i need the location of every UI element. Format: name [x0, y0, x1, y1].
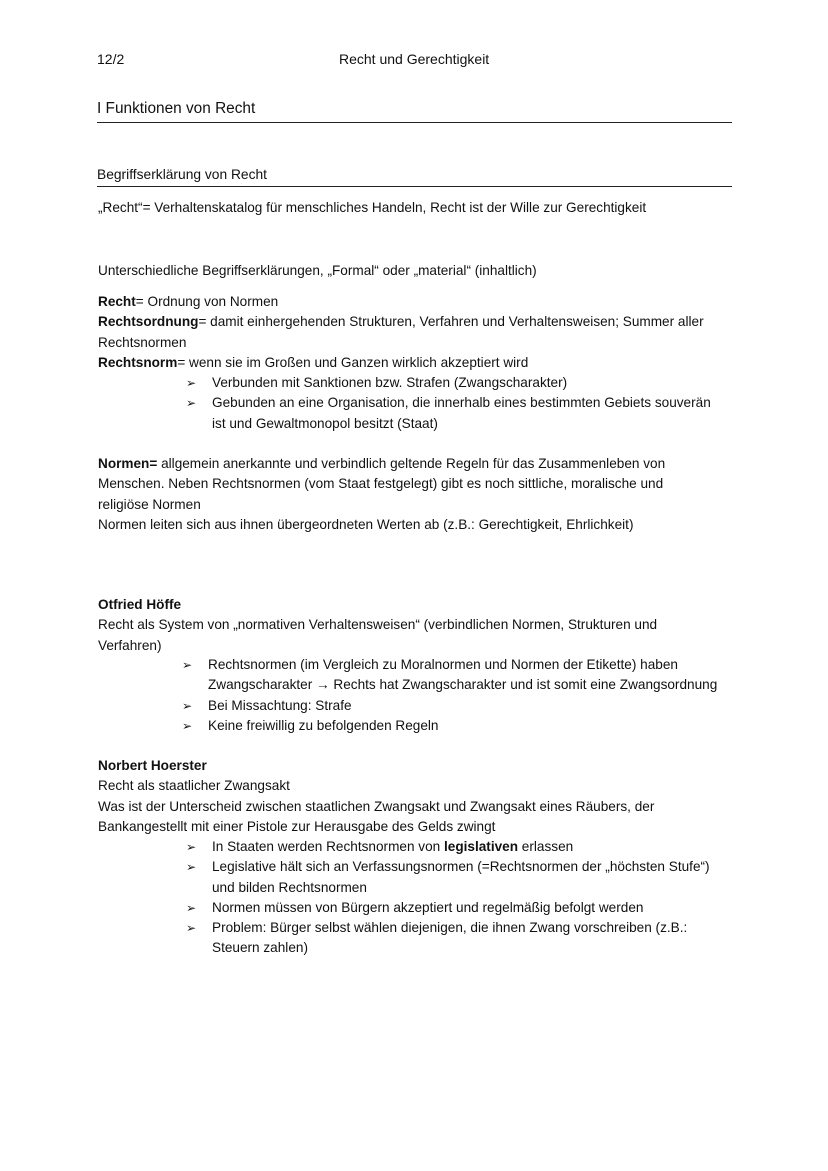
- bullet-text: Normen müssen von Bürgern akzeptiert und regelmäßig befolgt werden: [212, 899, 644, 915]
- section-title: I Funktionen von Recht: [97, 100, 256, 117]
- hoerster-section: [98, 756, 738, 837]
- hoeffe-line: Recht als System von „normativen Verhaltensweisen“ (verbindlichen Normen, Strukturen und: [98, 617, 658, 633]
- term-rechtsnorm-definition: = wenn sie im Großen und Ganzen wirklich akzeptiert wird: [177, 354, 529, 370]
- terms-paragraph: [98, 292, 738, 373]
- document-title: Recht und Gerechtigkeit: [339, 51, 490, 67]
- hoerster-line: Was ist der Unterscheid zwischen staatlichen Zwangsakt und Zwangsakt eines Räubers, der: [98, 798, 655, 814]
- hoerster-heading: [98, 756, 738, 776]
- bullet-text: Legislative hält sich an Verfassungsnormen (=Rechtsnormen der „höchsten Stufe“): [212, 859, 710, 875]
- page-number: 12/2: [97, 51, 125, 67]
- normen-paragraph: [98, 454, 738, 535]
- bullet-text-cont: Zwangscharakter → Rechts hat Zwangscharakter und ist somit eine Zwangsordnung: [208, 677, 718, 693]
- bullet-text: Problem: Bürger selbst wählen diejenigen, die ihnen Zwang vorschreiben (z.B.:: [212, 920, 688, 936]
- normen-term: Normen=: [98, 456, 158, 471]
- arrowhead-bullet-icon: ➢: [186, 376, 197, 390]
- term-rechtsordnung: [98, 312, 738, 332]
- bullet-item: [186, 898, 746, 918]
- bullet-text-cont: und bilden Rechtsnormen: [212, 879, 367, 895]
- term-recht: [98, 292, 738, 312]
- definition-line: „Recht“= Verhaltenskatalog für menschliches Handeln, Recht ist der Wille zur Gerechtigkeit: [98, 200, 647, 215]
- hoerster-line: Bankangestellt mit einer Pistole zur Herausgabe des Gelds zwingt: [98, 818, 496, 834]
- term-recht-definition: = Ordnung von Normen: [135, 294, 279, 309]
- bullet-item: [186, 857, 746, 898]
- bullet-text-cont: Steuern zahlen): [212, 940, 308, 956]
- types-intro-text: Unterschiedliche Begriffserklärungen, „Formal“ oder „material“ (inhaltlich): [98, 263, 537, 278]
- normen-line: [98, 454, 738, 474]
- bullet-item: [182, 716, 742, 736]
- term-rechtsordnung-definition: = damit einhergehenden Strukturen, Verfahren und Verhaltensweisen; Summer aller: [198, 314, 704, 330]
- bullet-text: Bei Missachtung: Strafe: [208, 697, 352, 713]
- bullet-item: [182, 655, 742, 696]
- normen-def: allgemein anerkannte und verbindlich geltende Regeln für das Zusammenleben von: [157, 456, 666, 471]
- hoeffe-section: [98, 595, 738, 656]
- normen-line: Menschen. Neben Rechtsnormen (vom Staat festgelegt) gibt es noch sittliche, moralische und: [98, 476, 664, 492]
- hoeffe-line: Verfahren): [98, 637, 162, 653]
- bullet-text-cont: ist und Gewaltmonopol besitzt (Staat): [212, 415, 438, 431]
- bullet-item: [186, 373, 746, 393]
- bullet-text-bold: legislativen: [443, 839, 519, 854]
- subsection-heading-underline: [97, 186, 732, 187]
- term-rechtsordnung-label: Rechtsordnung: [98, 314, 199, 330]
- hoerster-line: Recht als staatlicher Zwangsakt: [98, 778, 290, 794]
- subsection-heading: Begriffserklärung von Recht: [97, 167, 267, 182]
- bullet-item: [186, 393, 746, 434]
- term-rechtsnorm: [98, 353, 738, 373]
- arrowhead-bullet-icon: ➢: [182, 698, 193, 713]
- bullet-item: [186, 837, 746, 857]
- hoerster-bullet-list: [186, 837, 746, 959]
- arrowhead-bullet-icon: ➢: [182, 658, 193, 672]
- hoerster-name: Norbert Hoerster: [98, 758, 207, 773]
- definition-paragraph: [98, 198, 738, 218]
- hoeffe-name: Otfried Höffe: [98, 597, 182, 612]
- arrowhead-bullet-icon: ➢: [186, 900, 197, 915]
- term-recht-label: Recht: [98, 294, 136, 309]
- arrowhead-bullet-icon: ➢: [186, 921, 197, 936]
- rechtsnorm-bullet-list: [186, 373, 746, 434]
- arrowhead-bullet-icon: ➢: [186, 860, 197, 875]
- bullet-item: [186, 918, 746, 959]
- bullet-text-post: erlassen: [518, 839, 574, 854]
- hoeffe-heading: [98, 595, 738, 615]
- normen-line: religiöse Normen: [98, 496, 201, 512]
- bullet-text-pre: In Staaten werden Rechtsnormen von: [212, 839, 444, 854]
- arrowhead-bullet-icon: ➢: [186, 840, 197, 854]
- arrowhead-bullet-icon: ➢: [186, 396, 197, 411]
- bullet-text: Keine freiwillig zu befolgenden Regeln: [208, 717, 439, 733]
- term-rechtsordnung-cont: Rechtsnormen: [98, 334, 187, 350]
- types-intro: [98, 261, 738, 281]
- bullet-text: Rechtsnormen (im Vergleich zu Moralnormen und Normen der Etikette) haben: [208, 657, 678, 672]
- section-title-underline: [97, 122, 732, 123]
- normen-line: Normen leiten sich aus ihnen übergeordneten Werten ab (z.B.: Gerechtigkeit, Ehrlichkeit): [98, 516, 634, 532]
- term-rechtsnorm-label: Rechtsnorm: [98, 354, 178, 370]
- bullet-text: Verbunden mit Sanktionen bzw. Strafen (Zwangscharakter): [212, 375, 568, 390]
- arrowhead-bullet-icon: ➢: [182, 718, 193, 733]
- bullet-text: Gebunden an eine Organisation, die innerhalb eines bestimmten Gebiets souverän: [212, 395, 711, 411]
- bullet-text: [212, 837, 746, 857]
- hoeffe-bullet-list: [182, 655, 742, 736]
- bullet-item: [182, 696, 742, 716]
